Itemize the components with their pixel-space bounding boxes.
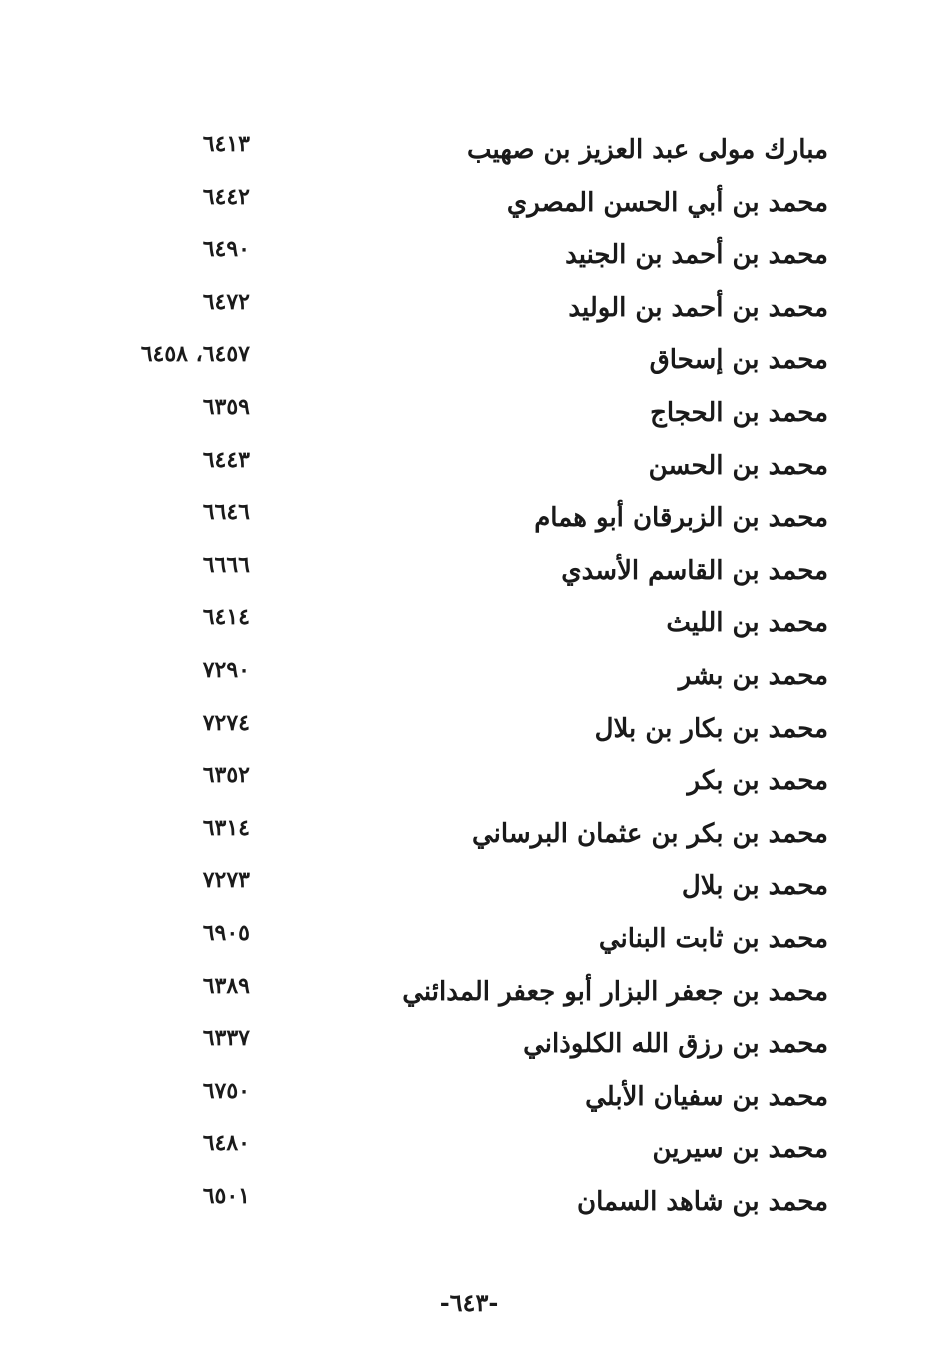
entry-refs: ٦٤٧٢	[202, 288, 250, 315]
entry-name: محمد بن رزق الله الكلوذاني	[523, 1029, 828, 1060]
entry-name: محمد بن الزبرقان أبو همام	[534, 503, 828, 534]
index-entry	[0, 1176, 938, 1229]
index-entry	[0, 229, 938, 282]
entry-refs: ٦٦٤٦	[202, 499, 250, 526]
entry-name: محمد بن أحمد بن الجنيد	[565, 240, 828, 271]
index-entry	[0, 177, 938, 230]
entry-refs: ٦٣٣٧	[202, 1025, 250, 1052]
entry-refs: ٦٤٥٧، ٦٤٥٨	[140, 341, 250, 368]
index-entry	[0, 124, 938, 177]
entry-refs: ٧٢٧٣	[202, 867, 250, 894]
entry-name: مبارك مولى عبد العزيز بن صهيب	[467, 135, 828, 165]
entry-name: محمد بن بكر بن عثمان البرساني	[471, 818, 828, 849]
entry-refs: ٧٢٩٠	[202, 656, 250, 683]
index-entry	[0, 597, 938, 650]
entry-refs: ٦٤١٣	[202, 131, 250, 157]
entry-name: محمد بن ثابت البناني	[598, 923, 828, 954]
entry-refs: ٦٤١٤	[202, 604, 250, 631]
entry-name: محمد بن بكر	[687, 766, 828, 797]
entry-name: محمد بن الحسن	[648, 450, 828, 481]
entry-refs: ٦٤٩٠	[202, 236, 250, 263]
page-number: -٦٤٣-	[439, 1288, 499, 1317]
index-entry	[0, 860, 938, 913]
entry-refs: ٦٤٤٣	[202, 446, 250, 473]
entry-name: محمد بن إسحاق	[649, 345, 828, 376]
entry-name: محمد بن أحمد بن الوليد	[568, 292, 828, 323]
index-entry	[0, 703, 938, 756]
index-entry	[0, 440, 938, 493]
entry-name: محمد بن بكار بن بلال	[594, 713, 828, 744]
entry-name: محمد بن القاسم الأسدي	[561, 555, 828, 586]
entry-name: محمد بن بلال	[681, 871, 828, 902]
index-entry-list	[0, 124, 938, 1228]
entry-name: محمد بن أبي الحسن المصري	[506, 187, 828, 218]
index-entry	[0, 492, 938, 545]
index-entry	[0, 545, 938, 598]
entry-refs: ٦٦٦٦	[202, 551, 250, 578]
index-entry	[0, 1018, 938, 1071]
index-entry	[0, 1123, 938, 1176]
entry-refs: ٦٣٨٩	[202, 972, 250, 999]
entry-refs: ٧٢٧٤	[202, 709, 250, 736]
entry-refs: ٦٥٠١	[202, 1182, 250, 1209]
index-entry	[0, 387, 938, 440]
entry-refs: ٦٣١٤	[202, 814, 250, 841]
entry-name: محمد بن بشر	[678, 660, 828, 691]
index-entry	[0, 282, 938, 335]
entry-refs: ٦٣٥٢	[202, 762, 250, 789]
entry-refs: ٦٤٨٠	[202, 1130, 250, 1157]
entry-refs: ٦٩٠٥	[202, 919, 250, 946]
entry-name: محمد بن جعفر البزار أبو جعفر المدائني	[402, 976, 828, 1007]
entry-refs: ٦٧٥٠	[202, 1077, 250, 1104]
index-entry	[0, 650, 938, 703]
index-entry	[0, 1071, 938, 1124]
index-entry	[0, 913, 938, 966]
entry-name: محمد بن الليث	[666, 608, 828, 639]
entry-name: محمد بن الحجاج	[650, 397, 828, 428]
entry-name: محمد بن سيرين	[652, 1134, 828, 1165]
entry-name: محمد بن سفيان الأبلي	[585, 1081, 828, 1112]
index-entry	[0, 808, 938, 861]
entry-refs: ٦٣٥٩	[202, 393, 250, 420]
index-entry	[0, 334, 938, 387]
entry-refs: ٦٤٤٢	[202, 183, 250, 210]
index-entry	[0, 755, 938, 808]
index-entry	[0, 966, 938, 1019]
entry-name: محمد بن شاهد السمان	[576, 1186, 828, 1217]
